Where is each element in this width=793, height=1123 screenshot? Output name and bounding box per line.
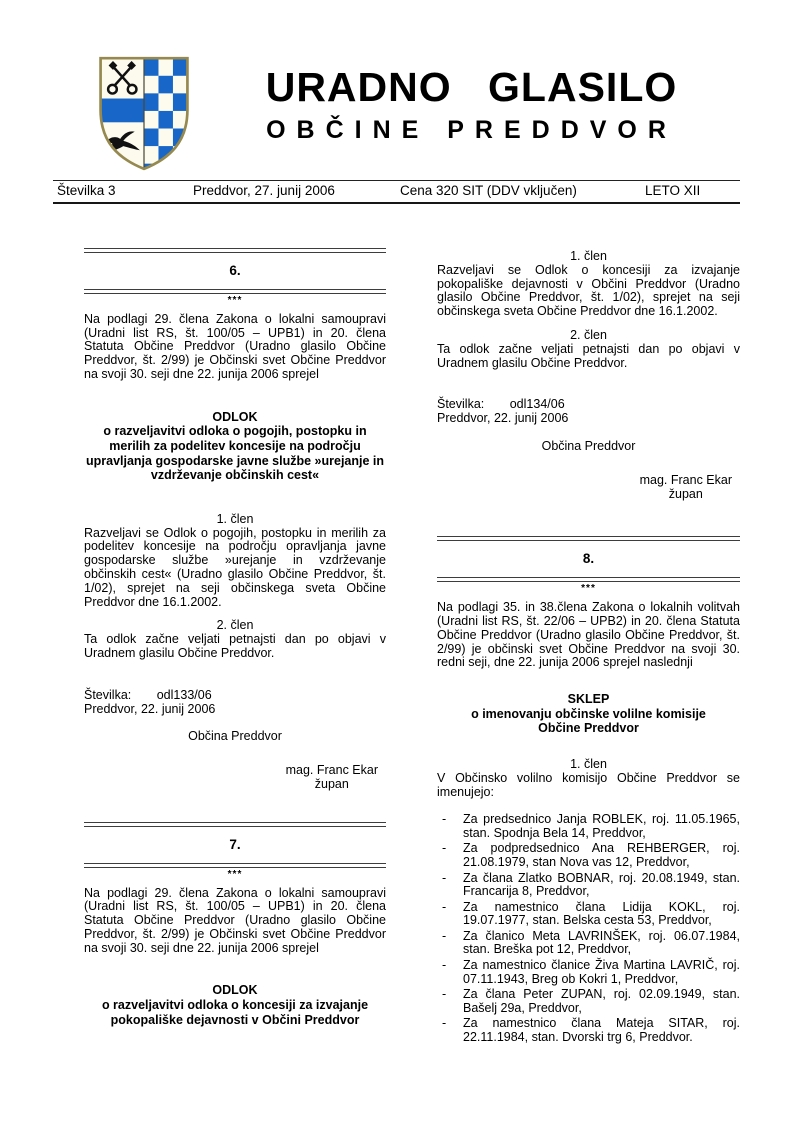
member-entry: Za članico Meta LAVRINŠEK, roj. 06.07.1984, stan. Breška pot 12, Preddvor, xyxy=(463,928,740,957)
list-dash: - xyxy=(442,870,447,885)
list-dash: - xyxy=(442,812,447,827)
article-number: 8. xyxy=(582,551,595,567)
document-number-line xyxy=(84,689,386,703)
list-dash: - xyxy=(442,1015,447,1030)
clen-heading: 1. člen xyxy=(570,756,607,771)
number-label: Številka: xyxy=(84,687,132,702)
list-item xyxy=(437,1017,740,1045)
clen-heading: 2. člen xyxy=(216,618,254,633)
document-date-line: Preddvor, 22. junij 2006 xyxy=(437,411,569,426)
left-column xyxy=(84,248,386,1027)
clen-text: Ta odlok začne veljati petnajsti dan po objavi v Uradnem glasilu Občine Preddvor. xyxy=(437,341,740,370)
signature-block xyxy=(84,764,386,792)
masthead-titles xyxy=(210,52,793,145)
member-entry: Za podpredsednico Ana REHBERGER, roj. 21.08.1979, stan Nova vas 12, Preddvor, xyxy=(463,841,740,870)
list-item xyxy=(437,959,740,987)
list-dash: - xyxy=(442,928,447,943)
member-entry: Za predsednico Janja ROBLEK, roj. 11.05.1965, stan. Spodnja Bela 14, Preddvor, xyxy=(463,812,740,841)
divider-double xyxy=(84,863,386,868)
list-item xyxy=(437,988,740,1016)
legal-basis-paragraph: Na podlagi 29. člena Zakona o lokalni samoupravi (Uradni list RS, št. 100/05 – UPB1) in 20. člena Statuta Občine Preddvor (Uradno glasilo Občine Preddvor, št. 2/99) je Občinski svet Občine Preddvor na svoji 30. seji dne 22. junija 2006 sprejel xyxy=(84,885,386,955)
divider-double xyxy=(84,822,386,827)
clen-text: Razveljavi se Odlok o koncesiji za izvajanje pokopališke dejavnosti v Občini Preddvor (Uradno glasilo Občine Preddvor, št. 1/02), sprejet na seji občinskega sveta Občine Preddvor dne 16.1.2002. xyxy=(437,262,740,319)
clen-heading: 2. člen xyxy=(570,327,607,342)
clen-text: Razveljavi se Odlok o pogojih, postopku in merilih za podelitev koncesije na področju opravljanja javne gospodarske službe »urejanje in vzdrževanje občinskih cest« (Uradno glasilo Občine Preddvor, št. 1/02), sprejet na seji občinskega sveta Občine Preddvor dne 16.1.2002. xyxy=(84,525,386,609)
issuing-authority: Občina Preddvor xyxy=(541,438,636,453)
member-entry: Za namestnico člana Lidija KOKL, roj. 19.07.1977, stan. Belska cesta 53, Preddvor, xyxy=(463,899,740,928)
document-title: Občine Preddvor xyxy=(538,721,639,736)
coat-of-arms-logo xyxy=(92,52,210,178)
clen-text: V Občinsko volilno komisijo Občine Preddvor se imenujejo: xyxy=(437,770,740,799)
clen-heading: 1. člen xyxy=(570,249,607,263)
right-column xyxy=(437,250,740,1046)
document-title: o imenovanju občinske volilne komisije xyxy=(471,706,706,721)
list-dash: - xyxy=(442,841,447,856)
number-label: Številka: xyxy=(437,397,485,412)
stars-separator: *** xyxy=(227,294,243,306)
signer-name: mag. Franc Ekar xyxy=(639,472,732,487)
article-number: 7. xyxy=(229,836,241,852)
clen-heading: 1. člen xyxy=(216,511,254,526)
number-value: odl134/06 xyxy=(509,397,565,412)
list-item xyxy=(437,872,740,900)
number-value: odl133/06 xyxy=(156,687,212,702)
gazette-subtitle: OBČINE PREDDVOR xyxy=(266,116,677,144)
article-number: 6. xyxy=(229,263,241,278)
stars-separator: *** xyxy=(581,583,596,595)
list-dash: - xyxy=(442,899,447,914)
signer-role: župan xyxy=(314,776,349,791)
list-dash: - xyxy=(442,986,447,1001)
member-entry: Za člana Peter ZUPAN, roj. 02.09.1949, stan. Bašelj 29a, Preddvor, xyxy=(463,986,740,1015)
signer-name: mag. Franc Ekar xyxy=(285,763,378,778)
divider-double xyxy=(84,289,386,294)
signer-role: župan xyxy=(668,486,703,501)
document-kind: ODLOK xyxy=(212,409,258,424)
issue-price: Cena 320 SIT (DDV vključen) xyxy=(400,183,577,198)
list-item xyxy=(437,842,740,870)
document-number-line xyxy=(437,398,740,412)
issue-year: LETO XII xyxy=(645,183,701,198)
list-item xyxy=(437,901,740,929)
list-dash: - xyxy=(442,957,447,972)
document-kind: SKLEP xyxy=(567,692,610,707)
legal-basis-paragraph: Na podlagi 35. in 38.člena Zakona o lokalnih volitvah (Uradni list RS, št. 22/06 – UPB2) in 20. člena Statuta Občine Preddvor (Uradno glasilo Občine Preddvor, št. 2/99) je občinski svet Občine Preddvor na svoji 30. redni seji, dne 22. junija 2006 sprejel naslednji xyxy=(437,600,740,670)
document-title: o razveljavitvi odloka o pogojih, postopku in merilih za podelitev koncesije na področju upravljanja gospodarske javne službe »urejanje in vzdrževanje občinskih cest« xyxy=(85,424,385,483)
list-item xyxy=(437,813,740,841)
signature-block xyxy=(437,474,740,502)
member-entry: Za namestnico člana Mateja SITAR, roj. 22.11.1984, stan. Dvorski trg 6, Preddvor. xyxy=(463,1015,740,1044)
divider-double xyxy=(84,248,386,253)
stars-separator: *** xyxy=(227,868,243,880)
issue-info-bar xyxy=(53,180,740,204)
commission-members-list xyxy=(437,813,740,1044)
divider-double xyxy=(437,577,740,582)
issue-number: Številka 3 xyxy=(57,183,116,198)
clen-text: Ta odlok začne veljati petnajsti dan po objavi v Uradnem glasilu Občine Preddvor. xyxy=(84,632,386,660)
list-item xyxy=(437,930,740,958)
issue-date: Preddvor, 27. junij 2006 xyxy=(193,183,335,198)
masthead xyxy=(0,52,793,178)
member-entry: Za člana Zlatko BOBNAR, roj. 20.08.1949, stan. Francarija 8, Preddvor, xyxy=(463,870,740,899)
document-date-line: Preddvor, 22. junij 2006 xyxy=(84,701,216,716)
gazette-title: URADNO GLASILO xyxy=(265,64,678,110)
coat-of-arms-icon xyxy=(92,52,196,174)
legal-basis-paragraph: Na podlagi 29. člena Zakona o lokalni samoupravi (Uradni list RS, št. 100/05 – UPB1) in 20. člena Statuta Občine Preddvor (Uradno glasilo Občine Preddvor, št. 2/99) je Občinski svet Občine Preddvor na svoji 30. seji dne 22. junija 2006 sprejel xyxy=(84,311,386,381)
document-kind: ODLOK xyxy=(212,983,258,998)
member-entry: Za namestnico članice Živa Martina LAVRIČ, roj. 07.11.1943, Breg ob Kokri 1, Preddvor, xyxy=(463,957,740,986)
document-title: o razveljavitvi odloka o koncesiji za izvajanje pokopališke dejavnosti v Občini Preddvor xyxy=(101,998,369,1027)
divider-double xyxy=(437,536,740,541)
issuing-authority: Občina Preddvor xyxy=(188,729,282,744)
